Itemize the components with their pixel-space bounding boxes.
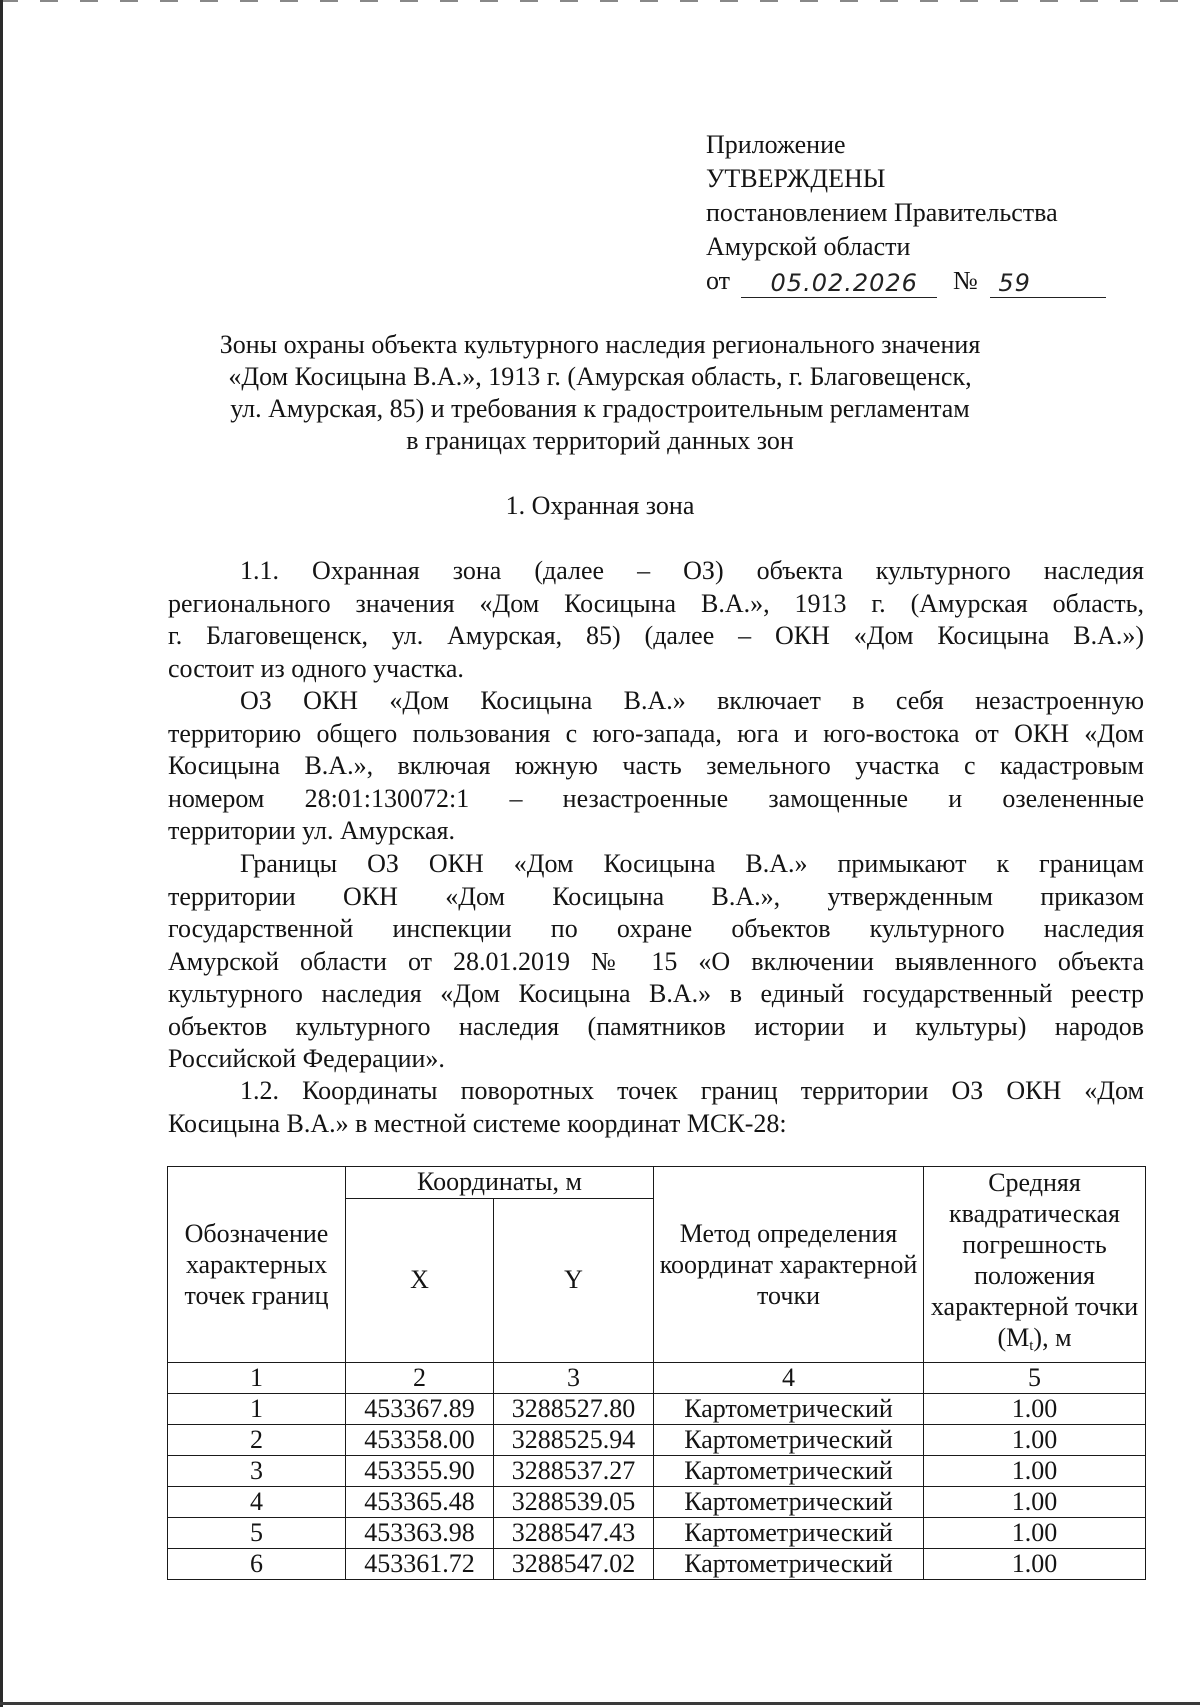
number-prefix: № <box>953 266 978 295</box>
approval-appendix: Приложение <box>706 130 846 159</box>
cell-error: 1.00 <box>924 1549 1146 1580</box>
table-row <box>168 1394 1146 1425</box>
handwritten-number: 59 <box>998 269 1031 297</box>
paragraph-zone-boundaries <box>168 848 1144 1076</box>
date-prefix: от <box>706 266 731 295</box>
header-error-text: Средняя квадратическая погрешность положения характерной точки (M <box>930 1168 1139 1352</box>
cell-point: 6 <box>168 1549 346 1580</box>
cell-y: 3288527.80 <box>494 1394 654 1425</box>
number-field <box>990 266 1106 298</box>
cell-x: 453363.98 <box>346 1518 494 1549</box>
column-number: 5 <box>924 1363 1146 1394</box>
date-field <box>741 266 937 298</box>
scan-edge-bottom <box>0 1702 1200 1705</box>
cell-x: 453365.48 <box>346 1487 494 1518</box>
paragraph-1-1 <box>168 555 1144 685</box>
header-error-sub: t <box>1029 1338 1034 1354</box>
column-number: 4 <box>654 1363 924 1394</box>
table-row <box>168 1549 1146 1580</box>
cell-y: 3288525.94 <box>494 1425 654 1456</box>
column-number-row <box>168 1363 1146 1394</box>
header-error <box>924 1167 1146 1363</box>
cell-error: 1.00 <box>924 1487 1146 1518</box>
cell-x: 453358.00 <box>346 1425 494 1456</box>
cell-point: 3 <box>168 1456 346 1487</box>
title-line-1: Зоны охраны объекта культурного наследия регионального значения <box>219 330 981 359</box>
paragraph-line: ОЗ ОКН «Дом Косицына В.А.» включает в себя незастроенную <box>240 686 1144 715</box>
title-line-2: «Дом Косицына В.А.», 1913 г. (Амурская область, г. Благовещенск, <box>228 362 972 391</box>
cell-error: 1.00 <box>924 1456 1146 1487</box>
cell-method: Картометрический <box>654 1456 924 1487</box>
paragraph-line: Амурской области от 28.01.2019 № 15 «О включении выявленного объекта <box>168 946 1144 976</box>
section-heading: 1. Охранная зона <box>505 491 695 520</box>
title-line-3: ул. Амурская, 85) и требования к градостроительным регламентам <box>230 394 970 423</box>
paragraph-line: г. Благовещенск, ул. Амурская, 85) (далее – ОКН «Дом Косицына В.А.») <box>168 621 1144 650</box>
cell-method: Картометрический <box>654 1549 924 1580</box>
column-number: 1 <box>168 1363 346 1394</box>
cell-point: 1 <box>168 1394 346 1425</box>
header-x: X <box>346 1198 494 1362</box>
paragraph-line: государственной инспекции по охране объектов культурного наследия <box>168 914 1144 943</box>
cell-point: 5 <box>168 1518 346 1549</box>
paragraph-line: культурного наследия «Дом Косицына В.А.» в единый государственный реестр <box>168 979 1144 1008</box>
coordinates-table <box>167 1166 1146 1580</box>
paragraph-line: Российской Федерации». <box>168 1044 445 1073</box>
cell-y: 3288547.02 <box>494 1549 654 1580</box>
paragraph-line: 1.2. Координаты поворотных точек границ территории ОЗ ОКН «Дом <box>240 1076 1144 1105</box>
approval-approved: УТВЕРЖДЕНЫ <box>706 164 886 193</box>
header-error-suffix: ), м <box>1033 1323 1072 1352</box>
table-row <box>168 1518 1146 1549</box>
cell-point: 2 <box>168 1425 346 1456</box>
cell-error: 1.00 <box>924 1394 1146 1425</box>
column-number: 3 <box>494 1363 654 1394</box>
paragraph-line: регионального значения «Дом Косицына В.А.», 1913 г. (Амурская область, <box>168 588 1144 618</box>
approval-block <box>706 128 1106 298</box>
table-row <box>168 1487 1146 1518</box>
paragraph-line: объектов культурного наследия (памятников истории и культуры) народов <box>168 1011 1144 1041</box>
paragraph-line: Границы ОЗ ОКН «Дом Косицына В.А.» примыкают к границам <box>240 849 1144 878</box>
cell-error: 1.00 <box>924 1425 1146 1456</box>
paragraph-zone-description <box>168 685 1144 848</box>
paragraph-line: 1.1. Охранная зона (далее – ОЗ) объекта культурного наследия <box>240 556 1144 585</box>
cell-error: 1.00 <box>924 1518 1146 1549</box>
paragraph-line: Косицына В.А.», включая южную часть земельного участка с кадастровым <box>168 751 1144 780</box>
cell-y: 3288539.05 <box>494 1487 654 1518</box>
approval-region: Амурской области <box>706 232 911 261</box>
handwritten-date: 05.02.2026 <box>770 269 918 297</box>
scan-edge-top <box>0 0 1200 2</box>
paragraph-1-2 <box>168 1075 1144 1140</box>
header-coordinates: Координаты, м <box>346 1167 654 1199</box>
cell-y: 3288547.43 <box>494 1518 654 1549</box>
cell-x: 453367.89 <box>346 1394 494 1425</box>
paragraph-line: номером 28:01:130072:1 – незастроенные замощенные и озелененные <box>168 783 1144 813</box>
cell-x: 453361.72 <box>346 1549 494 1580</box>
paragraph-line: территории ул. Амурская. <box>168 816 456 845</box>
cell-x: 453355.90 <box>346 1456 494 1487</box>
title-line-4: в границах территорий данных зон <box>406 426 794 455</box>
header-method: Метод определения координат характерной точки <box>654 1167 924 1363</box>
approval-resolution: постановлением Правительства <box>706 198 1058 227</box>
cell-method: Картометрический <box>654 1518 924 1549</box>
cell-y: 3288537.27 <box>494 1456 654 1487</box>
approval-date-number <box>706 264 1106 298</box>
scan-edge-left <box>0 0 3 1707</box>
paragraph-line: состоит из одного участка. <box>168 653 464 683</box>
paragraph-line: территории ОКН «Дом Косицына В.А.», утвержденным приказом <box>168 881 1144 911</box>
cell-method: Картометрический <box>654 1425 924 1456</box>
cell-point: 4 <box>168 1487 346 1518</box>
coordinates-table-body <box>168 1394 1146 1580</box>
document-title <box>200 329 1000 457</box>
table-row <box>168 1456 1146 1487</box>
column-number: 2 <box>346 1363 494 1394</box>
cell-method: Картометрический <box>654 1394 924 1425</box>
paragraph-line: Косицына В.А.» в местной системе координат МСК-28: <box>168 1108 787 1138</box>
header-y: Y <box>494 1198 654 1362</box>
paragraph-line: территорию общего пользования с юго-запада, юга и юго-востока от ОКН «Дом <box>168 718 1144 748</box>
cell-method: Картометрический <box>654 1487 924 1518</box>
table-row <box>168 1425 1146 1456</box>
header-designation: Обозначение характерных точек границ <box>168 1167 346 1363</box>
